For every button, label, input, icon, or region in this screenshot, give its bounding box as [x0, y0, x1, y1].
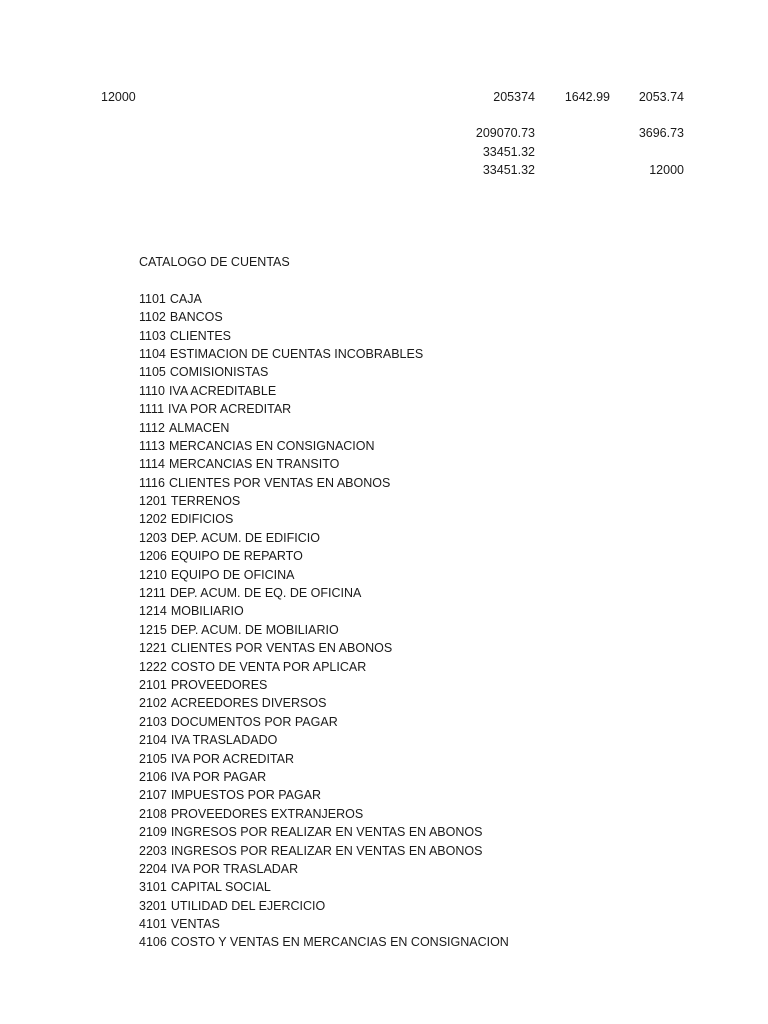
account-name: PROVEEDORES: [170, 677, 268, 692]
account-code: 1211: [139, 586, 166, 601]
account-item: [139, 363, 639, 381]
account-item: [139, 694, 639, 712]
account-name: TERRENOS: [170, 494, 241, 509]
account-name: VENTAS: [170, 917, 220, 932]
account-item: [139, 713, 639, 731]
account-code: 1222: [139, 659, 167, 674]
account-name: BANCOS: [169, 310, 223, 325]
summary-row4-col-c: 12000: [649, 163, 684, 177]
account-code: 1221: [139, 641, 167, 656]
account-item: [139, 639, 639, 657]
summary-row1-label: 12000: [101, 90, 136, 104]
account-item: [139, 437, 639, 455]
account-item: [139, 547, 639, 565]
account-code: 1202: [139, 512, 167, 527]
account-code: 2108: [139, 806, 167, 821]
account-code: 2103: [139, 714, 167, 729]
account-name: IVA POR PAGAR: [170, 769, 267, 784]
account-code: 1105: [139, 365, 166, 380]
account-item: [139, 823, 639, 841]
account-code: 2104: [139, 733, 167, 748]
account-name: ALMACEN: [168, 420, 230, 435]
account-item: [139, 382, 639, 400]
account-item: [139, 860, 639, 878]
account-code: 1104: [139, 346, 166, 361]
summary-row2-col-c: 3696.73: [638, 126, 684, 140]
account-item: [139, 400, 639, 418]
account-name: EDIFICIOS: [170, 512, 234, 527]
account-code: 3101: [139, 880, 167, 895]
account-name: INGRESOS POR REALIZAR EN VENTAS EN ABONOS: [170, 825, 483, 840]
account-item: [139, 731, 639, 749]
account-name: EQUIPO DE REPARTO: [170, 549, 303, 564]
catalog-spacer: [139, 271, 639, 289]
account-item: [139, 805, 639, 823]
account-item: [139, 842, 639, 860]
account-name: IVA POR TRASLADAR: [170, 861, 299, 876]
account-code: 1114: [139, 457, 165, 472]
account-item: [139, 933, 639, 951]
account-item: [139, 474, 639, 492]
account-code: 1214: [139, 604, 167, 619]
account-name: DEP. ACUM. DE MOBILIARIO: [170, 622, 339, 637]
account-item: [139, 621, 639, 639]
account-code: 1206: [139, 549, 167, 564]
account-name: DOCUMENTOS POR PAGAR: [170, 714, 338, 729]
account-code: 1215: [139, 622, 167, 637]
account-code: 1110: [139, 383, 165, 398]
account-item: [139, 529, 639, 547]
account-item: [139, 492, 639, 510]
account-item: [139, 345, 639, 363]
account-code: 2107: [139, 788, 167, 803]
account-name: EQUIPO DE OFICINA: [170, 567, 295, 582]
account-item: [139, 878, 639, 896]
account-code: 1103: [139, 328, 166, 343]
account-code: 1201: [139, 494, 167, 509]
account-name: INGRESOS POR REALIZAR EN VENTAS EN ABONOS: [170, 843, 483, 858]
account-code: 2109: [139, 825, 167, 840]
account-code: 1102: [139, 310, 166, 325]
account-item: [139, 658, 639, 676]
account-code: 3201: [139, 898, 167, 913]
account-code: 1210: [139, 567, 167, 582]
account-code: 1101: [139, 291, 166, 306]
account-name: MOBILIARIO: [170, 604, 244, 619]
account-name: PROVEEDORES EXTRANJEROS: [170, 806, 364, 821]
account-name: IVA POR ACREDITAR: [168, 402, 292, 417]
account-code: 1203: [139, 530, 167, 545]
account-item: [139, 455, 639, 473]
account-code: 2101: [139, 677, 167, 692]
account-name: CAJA: [169, 291, 202, 306]
account-code: 2105: [139, 751, 167, 766]
account-item: [139, 308, 639, 326]
summary-row1-col-a: 205374: [493, 90, 535, 104]
account-item: [139, 915, 639, 933]
account-code: 2102: [139, 696, 167, 711]
account-item: [139, 897, 639, 915]
account-name: ESTIMACION DE CUENTAS INCOBRABLES: [169, 346, 424, 361]
account-name: DEP. ACUM. DE EQ. DE OFICINA: [169, 586, 362, 601]
account-code: 1113: [139, 438, 165, 453]
account-name: CAPITAL SOCIAL: [170, 880, 271, 895]
account-name: IVA TRASLADADO: [170, 733, 278, 748]
account-name: IVA ACREDITABLE: [168, 383, 277, 398]
account-item: [139, 750, 639, 768]
account-item: [139, 602, 639, 620]
account-item: [139, 786, 639, 804]
account-name: CLIENTES: [169, 328, 232, 343]
account-name: CLIENTES POR VENTAS EN ABONOS: [170, 641, 393, 656]
account-name: MERCANCIAS EN TRANSITO: [168, 457, 340, 472]
summary-row3-col-a: 33451.32: [482, 145, 535, 159]
catalog-title: CATALOGO DE CUENTAS: [139, 255, 290, 269]
account-code: 2204: [139, 861, 167, 876]
account-item: [139, 510, 639, 528]
account-name: IMPUESTOS POR PAGAR: [170, 788, 322, 803]
account-code: 4106: [139, 935, 167, 950]
account-name: IVA POR ACREDITAR: [170, 751, 294, 766]
account-name: COSTO DE VENTA POR APLICAR: [170, 659, 367, 674]
account-code: 1116: [139, 475, 165, 490]
summary-row2-col-a: 209070.73: [475, 126, 535, 140]
account-code: 2203: [139, 843, 167, 858]
account-name: UTILIDAD DEL EJERCICIO: [170, 898, 326, 913]
summary-row1-col-b: 1642.99: [564, 90, 610, 104]
account-item: [139, 327, 639, 345]
account-item: [139, 290, 639, 308]
account-code: 1111: [139, 402, 165, 417]
summary-row4-col-a: 33451.32: [482, 163, 535, 177]
account-item: [139, 676, 639, 694]
account-name: COMISIONISTAS: [169, 365, 269, 380]
account-code: 2106: [139, 769, 167, 784]
account-name: CLIENTES POR VENTAS EN ABONOS: [168, 475, 391, 490]
account-name: ACREEDORES DIVERSOS: [170, 696, 327, 711]
summary-row1-col-c: 2053.74: [638, 90, 684, 104]
account-name: DEP. ACUM. DE EDIFICIO: [170, 530, 320, 545]
account-code: 1112: [139, 420, 165, 435]
account-item: [139, 419, 639, 437]
account-list: [139, 290, 639, 952]
account-item: [139, 768, 639, 786]
account-item: [139, 566, 639, 584]
account-item: [139, 584, 639, 602]
account-name: MERCANCIAS EN CONSIGNACION: [168, 438, 375, 453]
account-code: 4101: [139, 917, 167, 932]
account-name: COSTO Y VENTAS EN MERCANCIAS EN CONSIGNACION: [170, 935, 509, 950]
account-catalog: [139, 253, 639, 952]
